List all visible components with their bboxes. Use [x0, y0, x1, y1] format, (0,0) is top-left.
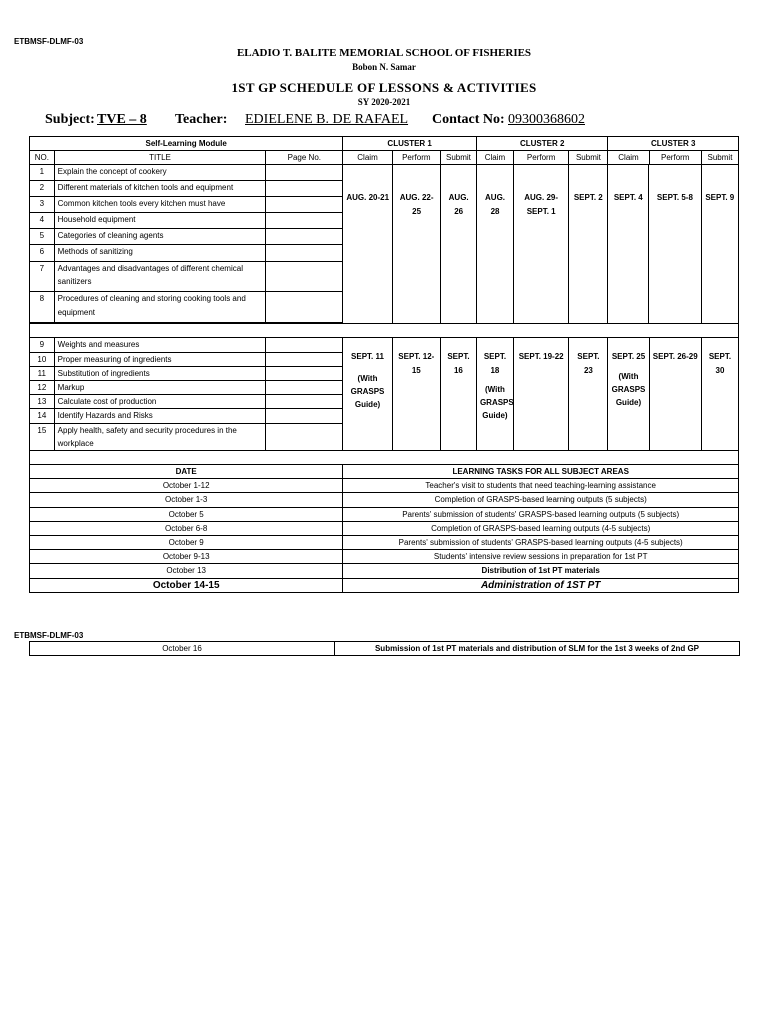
- page-no-cell: [266, 229, 343, 245]
- task-description: Teacher's visit to students that need teaching-learning assistance: [343, 479, 739, 493]
- table-row: [30, 165, 739, 181]
- perform-header: Perform: [392, 151, 440, 165]
- page-no-cell: [266, 213, 343, 229]
- task-date: October 1-3: [30, 493, 343, 507]
- page-no-cell: [266, 181, 343, 197]
- page-no-cell: [266, 197, 343, 213]
- table-row: [30, 507, 739, 521]
- perform-header: Perform: [649, 151, 701, 165]
- contact-label: Contact No:: [432, 112, 505, 127]
- date-cell: SEPT. 23: [569, 338, 608, 451]
- cluster-1-header: CLUSTER 1: [343, 137, 477, 151]
- lesson-title: Advantages and disadvantages of different chemical sanitizers: [54, 261, 266, 292]
- lesson-no: 5: [30, 229, 55, 245]
- date-cell: SEPT. 2: [569, 165, 608, 323]
- date-cell: AUG. 26: [441, 165, 477, 323]
- lesson-no: 14: [30, 409, 55, 423]
- task-description: Parents' submission of students' GRASPS-based learning outputs (4-5 subjects): [343, 536, 739, 550]
- lesson-no: 7: [30, 261, 55, 292]
- lesson-no: 10: [30, 352, 55, 366]
- date-cell: SEPT. 11 (With GRASPS Guide): [343, 338, 392, 451]
- date-cell: SEPT. 12-15: [392, 338, 440, 451]
- task-date: October 9-13: [30, 550, 343, 564]
- lesson-no: 1: [30, 165, 55, 181]
- task-description: Completion of GRASPS-based learning outputs (4-5 subjects): [343, 521, 739, 535]
- date-cell: SEPT. 19-22: [513, 338, 568, 451]
- date-cell: SEPT. 30: [701, 338, 738, 451]
- lesson-no: 13: [30, 395, 55, 409]
- cluster-3-header: CLUSTER 3: [608, 137, 739, 151]
- date-cell: SEPT. 26-29: [649, 338, 701, 451]
- page-no-cell: [266, 165, 343, 181]
- tasks-header: LEARNING TASKS FOR ALL SUBJECT AREAS: [343, 465, 739, 479]
- lesson-no: 4: [30, 213, 55, 229]
- page-no-cell: [266, 292, 343, 323]
- date-cell: AUG. 28: [477, 165, 514, 323]
- lesson-title: Different materials of kitchen tools and equipment: [54, 181, 266, 197]
- subject-value: TVE – 8: [97, 112, 147, 127]
- lesson-title: Markup: [54, 381, 266, 395]
- table-row: [30, 564, 739, 578]
- lesson-title: Methods of sanitizing: [54, 245, 266, 261]
- spacer-row: [30, 451, 739, 465]
- page-no-cell: [266, 352, 343, 366]
- col-no-header: NO.: [30, 151, 55, 165]
- lesson-title: Calculate cost of production: [54, 395, 266, 409]
- lesson-title: Categories of cleaning agents: [54, 229, 266, 245]
- page-no-cell: [266, 423, 343, 450]
- schedule-title: 1ST GP SCHEDULE OF LESSONS & ACTIVITIES: [231, 80, 537, 95]
- page-no-cell: [266, 338, 343, 352]
- perform-header: Perform: [513, 151, 568, 165]
- date-cell: AUG. 29-SEPT. 1: [513, 165, 568, 323]
- subject-line: [0, 112, 768, 130]
- lesson-title: Explain the concept of cookery: [54, 165, 266, 181]
- lesson-title: Procedures of cleaning and storing cooking tools and equipment: [54, 292, 266, 323]
- col-page-header: Page No.: [266, 151, 343, 165]
- page-no-cell: [266, 395, 343, 409]
- table-row: [30, 521, 739, 535]
- claim-header: Claim: [343, 151, 392, 165]
- task-description: Students' intensive review sessions in preparation for 1st PT: [343, 550, 739, 564]
- table-row: [30, 338, 739, 352]
- date-cell: AUG. 20-21: [343, 165, 392, 323]
- table-row: [30, 493, 739, 507]
- task-date: October 9: [30, 536, 343, 550]
- task-date: October 5: [30, 507, 343, 521]
- page-no-cell: [266, 245, 343, 261]
- lesson-no: 8: [30, 292, 55, 323]
- claim-header: Claim: [476, 151, 513, 165]
- school-year: SY 2020-2021: [357, 97, 411, 107]
- school-name: ELADIO T. BALITE MEMORIAL SCHOOL OF FISHERIES: [236, 47, 532, 59]
- page-no-cell: [266, 261, 343, 292]
- document-code: ETBMSF-DLMF-03: [14, 37, 84, 46]
- table-row: [30, 479, 739, 493]
- submit-header: Submit: [701, 151, 738, 165]
- page-no-cell: [266, 366, 343, 380]
- cluster-dates-group1: [343, 165, 739, 324]
- lesson-title: Identify Hazards and Risks: [54, 409, 266, 423]
- table-row: [30, 578, 739, 592]
- lesson-title: Proper measuring of ingredients: [54, 352, 266, 366]
- date-cell: SEPT. 5-8: [649, 165, 701, 323]
- lesson-title: Substitution of ingredients: [54, 366, 266, 380]
- date-cell: SEPT. 4: [608, 165, 649, 323]
- contact-value: 09300368602: [508, 112, 585, 127]
- date-cell: SEPT. 9: [701, 165, 738, 323]
- task-description: Completion of GRASPS-based learning outputs (5 subjects): [343, 493, 739, 507]
- task-date: October 16: [30, 642, 335, 656]
- table-row: [30, 642, 740, 656]
- date-cell: SEPT. 18 (With GRASPS Guide): [476, 338, 513, 451]
- lesson-title: Common kitchen tools every kitchen must have: [54, 197, 266, 213]
- lesson-title: Weights and measures: [54, 338, 266, 352]
- task-date: October 1-12: [30, 479, 343, 493]
- date-cell: AUG. 22-25: [393, 165, 441, 323]
- lesson-no: 11: [30, 366, 55, 380]
- document-code: ETBMSF-DLMF-03: [14, 631, 84, 640]
- task-date: October 14-15: [30, 578, 343, 592]
- lesson-no: 6: [30, 245, 55, 261]
- lesson-title: Household equipment: [54, 213, 266, 229]
- table-row: [30, 550, 739, 564]
- slm-header: Self-Learning Module: [30, 137, 343, 151]
- lesson-no: 9: [30, 338, 55, 352]
- col-title-header: TITLE: [54, 151, 266, 165]
- lesson-no: 3: [30, 197, 55, 213]
- claim-header: Claim: [608, 151, 649, 165]
- schedule-table: [29, 136, 739, 593]
- lesson-no: 15: [30, 423, 55, 450]
- submit-header: Submit: [569, 151, 608, 165]
- task-description: Parents' submission of students' GRASPS-based learning outputs (5 subjects): [343, 507, 739, 521]
- task-date: October 6-8: [30, 521, 343, 535]
- lesson-no: 2: [30, 181, 55, 197]
- table-row: [30, 536, 739, 550]
- school-address: Bobon N. Samar: [352, 62, 416, 72]
- subject-label: Subject:: [45, 112, 95, 127]
- lesson-no: 12: [30, 381, 55, 395]
- task-description: Distribution of 1st PT materials: [343, 564, 739, 578]
- date-cell: SEPT. 16: [440, 338, 476, 451]
- task-description: Submission of 1st PT materials and distribution of SLM for the 1st 3 weeks of 2nd GP: [335, 642, 740, 656]
- teacher-value: EDIELENE B. DE RAFAEL: [245, 112, 409, 127]
- spacer-row: [30, 324, 739, 338]
- date-header: DATE: [30, 465, 343, 479]
- lesson-title: Apply health, safety and security procedures in the workplace: [54, 423, 266, 450]
- teacher-label: Teacher:: [175, 112, 228, 127]
- date-cell: SEPT. 25 (With GRASPS Guide): [608, 338, 649, 451]
- task-description: Administration of 1ST PT: [343, 578, 739, 592]
- submit-header: Submit: [440, 151, 476, 165]
- page-no-cell: [266, 381, 343, 395]
- page-no-cell: [266, 409, 343, 423]
- cluster-2-header: CLUSTER 2: [476, 137, 608, 151]
- bottom-schedule-table: [29, 641, 740, 656]
- task-date: October 13: [30, 564, 343, 578]
